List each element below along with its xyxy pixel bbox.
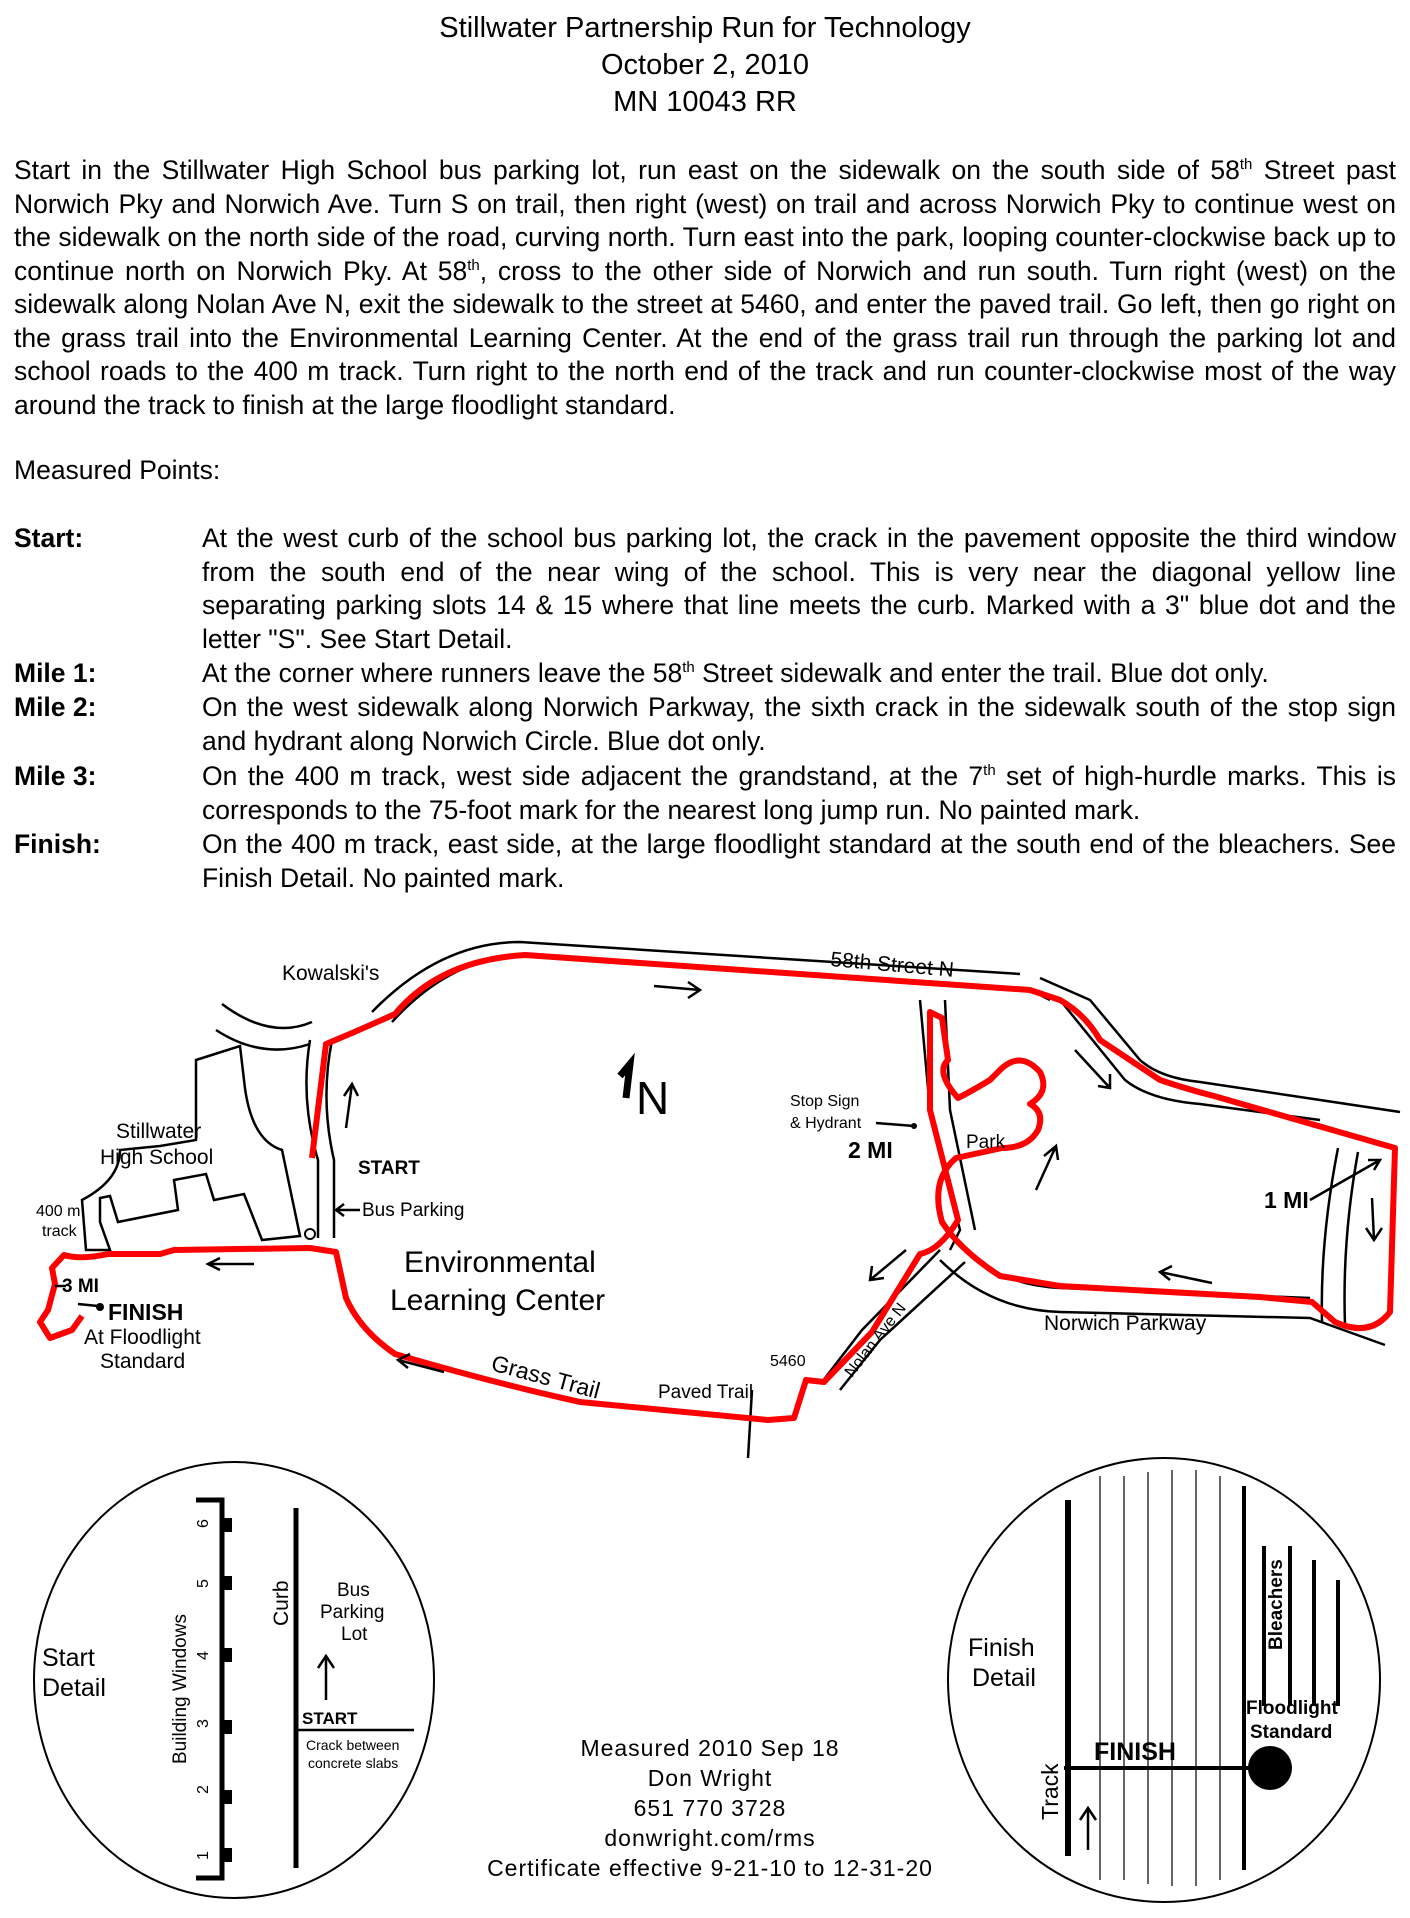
school-road-2 — [326, 1040, 334, 1238]
window-number: 4 — [195, 1651, 212, 1660]
measured-points-heading: Measured Points: — [14, 455, 221, 485]
bleachers-label: Bleachers — [1266, 1559, 1287, 1650]
label-bus-parking: Bus Parking — [362, 1200, 465, 1221]
label-track-2: track — [42, 1223, 77, 1240]
window-number: 5 — [195, 1579, 212, 1588]
race-date: October 2, 2010 — [601, 49, 809, 81]
building-windows-label: Building Windows — [170, 1614, 191, 1764]
window-mark — [222, 1648, 232, 1662]
start-detail-title-1: Start — [42, 1644, 95, 1672]
label-park: Park — [966, 1132, 1006, 1153]
course-title: Stillwater Partnership Run for Technology — [439, 12, 971, 44]
finish-dot-icon — [96, 1303, 104, 1311]
measurer-phone: 651 770 3728 — [633, 1795, 787, 1821]
window-mark — [222, 1518, 232, 1532]
measured-date: Measured 2010 Sep 18 — [580, 1735, 840, 1761]
floodlight-label-2: Standard — [1250, 1722, 1333, 1743]
track-label: Track — [1037, 1763, 1063, 1820]
kowalski-drive-1 — [222, 1004, 312, 1028]
route-line — [40, 955, 1395, 1420]
mile1-text-a: At the corner where runners leave the 58 — [202, 658, 683, 688]
window-mark — [222, 1576, 232, 1590]
crack-label-2: concrete slabs — [308, 1755, 399, 1771]
bus-label-3: Lot — [341, 1624, 368, 1645]
label-school-1: Stillwater — [116, 1120, 202, 1143]
window-mark — [222, 1848, 232, 1862]
label-stop-sign-1: Stop Sign — [790, 1093, 860, 1110]
bus-loop-icon — [305, 1229, 315, 1239]
window-mark — [222, 1720, 232, 1734]
label-finish: FINISH — [108, 1299, 184, 1325]
measurer-name: Don Wright — [647, 1765, 773, 1791]
bus-label-2: Parking — [320, 1602, 385, 1623]
arrow-east-58th — [654, 982, 700, 998]
window-number: 1 — [195, 1851, 212, 1860]
mile1-sup: th — [682, 659, 695, 677]
start-detail-title-2: Detail — [42, 1674, 106, 1702]
floodlight-label-1: Floodlight — [1246, 1698, 1338, 1719]
label-elc-1: Environmental — [404, 1246, 596, 1279]
north-arrow — [620, 1064, 630, 1098]
label-stop-sign-2: & Hydrant — [790, 1115, 862, 1132]
crack-label-1: Crack between — [306, 1737, 400, 1753]
window-number: 6 — [195, 1519, 212, 1528]
label-grass-trail: Grass Trail — [488, 1349, 603, 1404]
label-norwich-parkway: Norwich Parkway — [1044, 1312, 1207, 1335]
floodlight-leader — [78, 1304, 98, 1306]
label-kowalskis: Kowalski's — [282, 962, 380, 985]
mile2-text: On the west sidewalk along Norwich Parkway, the sixth crack in the sidewalk south of the stop sign and hydrant along Norwich Circle. Blue dot only. — [202, 692, 1396, 756]
building-wall — [196, 1500, 222, 1878]
route-markers — [96, 1123, 917, 1311]
norwich-north-edge — [1040, 978, 1400, 1112]
arrow-west-track — [208, 1258, 254, 1270]
finish-label: Finish: — [14, 829, 101, 859]
finish-detail-finish: FINISH — [1094, 1738, 1176, 1766]
desc-sup-1: th — [1239, 156, 1253, 174]
norwich-inner-edge — [1060, 1000, 1320, 1120]
arrow-bus-parking — [336, 1204, 360, 1216]
window-number: 2 — [195, 1785, 212, 1794]
arrow-south-east — [1366, 1198, 1382, 1240]
stop-sign-leader — [876, 1123, 914, 1126]
up-arrow-icon — [318, 1656, 334, 1700]
start-detail-start: START — [302, 1709, 358, 1728]
mile1-label: Mile 1: — [14, 658, 97, 688]
arrow-1mi-pointer — [1310, 1160, 1380, 1200]
start-label: Start: — [14, 523, 84, 553]
finish-text: On the 400 m track, east side, at the large floodlight standard at the south end of the bleachers. See Finish Detail. No painted mark. — [202, 829, 1396, 893]
label-5460: 5460 — [770, 1353, 806, 1370]
mile3-text-a: On the 400 m track, west side adjacent the grandstand, at the 7 — [202, 761, 984, 791]
label-paved-trail: Paved Trail — [658, 1382, 754, 1403]
start-text: At the west curb of the school bus parking lot, the crack in the pavement opposite the third window from the south end of the near wing of the school. This is very near the diagonal yellow line separating parking slots 14 & 15 where that line meets the curb. Marked with a 3" blue dot and the letter "S". See Start Detail. — [202, 523, 1396, 654]
label-nolan-ave: Nolan Ave N — [841, 1300, 910, 1381]
label-1mi: 1 MI — [1264, 1187, 1309, 1213]
measurer-website[interactable]: donwright.com/rms — [604, 1825, 816, 1851]
label-2mi: 2 MI — [848, 1137, 893, 1163]
course-description — [14, 154, 1396, 422]
mile3-text — [202, 760, 1396, 827]
streets — [82, 942, 1400, 1458]
mile2-label: Mile 2: — [14, 692, 97, 722]
label-north: N — [636, 1072, 670, 1124]
mile1-text — [202, 657, 1396, 691]
start-detail — [28, 1456, 448, 1906]
label-elc-2: Learning Center — [390, 1284, 606, 1317]
mile1-text-b: Street sidewalk and enter the trail. Blue dot only. — [694, 658, 1269, 688]
label-school-2: High School — [100, 1146, 214, 1169]
desc-part-1: Start in the Stillwater High School bus parking lot, run east on the sidewalk on the south side of 58 — [14, 155, 1240, 185]
certificate-effective: Certificate effective 9-21-10 to 12-31-20 — [487, 1855, 933, 1881]
label-track-1: 400 m — [36, 1203, 81, 1220]
kowalski-drive-2 — [216, 1030, 310, 1050]
window-number: 3 — [195, 1719, 212, 1728]
arrow-north-start — [344, 1084, 358, 1128]
label-floodlight-2: Standard — [100, 1350, 186, 1373]
label-58th-street: 58th Street N — [829, 948, 955, 982]
bus-label-1: Bus — [337, 1580, 370, 1601]
mile3-sup: th — [983, 762, 996, 780]
desc-part-3: , cross to the other side of Norwich and run south. Turn right (west) on the sidewalk along Nolan Ave N, exit the sidewalk to the street at 5460, and enter the paved trail. Go left, then go right on the grass trail into the Environmental Learning Center. At the end of the grass trail run through the parking lot and school roads to the 400 m track. Turn right to the north end of the track and run counter-clockwise most of the way around the track to finish at the large floodlight standard. — [14, 255, 1396, 420]
hydrant-icon — [911, 1123, 917, 1129]
arrow-west-norwich — [1160, 1266, 1212, 1283]
mile3-label: Mile 3: — [14, 761, 97, 791]
floodlight-icon — [1248, 1746, 1292, 1790]
label-3mi: 3 MI — [62, 1276, 99, 1297]
finish-detail-title-2: Detail — [972, 1664, 1036, 1692]
curb-label: Curb — [270, 1580, 293, 1626]
desc-part-2: Street past Norwich Pky and Norwich Ave. Turn S on trail, then right (west) on trail and across Norwich Pky to continue west on the sidewalk on the north side of the road, curving north. Turn east into the park, looping counter-clockwise back up to continue north on Norwich Pky. At 58 — [14, 155, 1396, 286]
mile3-text-b: set of high-hurdle marks. This is corresponds to the 75-foot mark for the nearest long jump run. No painted mark. — [202, 761, 1396, 825]
window-mark — [222, 1790, 232, 1804]
arrow-sw-nolan — [870, 1250, 906, 1280]
map-labels — [36, 948, 1309, 1404]
north-arrow-icon — [620, 1064, 630, 1098]
label-start: START — [358, 1158, 420, 1179]
finish-detail-title-1: Finish — [968, 1634, 1035, 1662]
arrow-north-park — [1036, 1146, 1058, 1190]
east-end-road-1 — [1322, 1148, 1338, 1322]
desc-sup-2: th — [467, 256, 480, 274]
course-map — [0, 920, 1410, 1460]
track-lanes — [1064, 1470, 1338, 1886]
certificate-id: MN 10043 RR — [613, 86, 797, 118]
up-arrow-icon — [1080, 1808, 1096, 1850]
label-floodlight-1: At Floodlight — [84, 1326, 201, 1349]
